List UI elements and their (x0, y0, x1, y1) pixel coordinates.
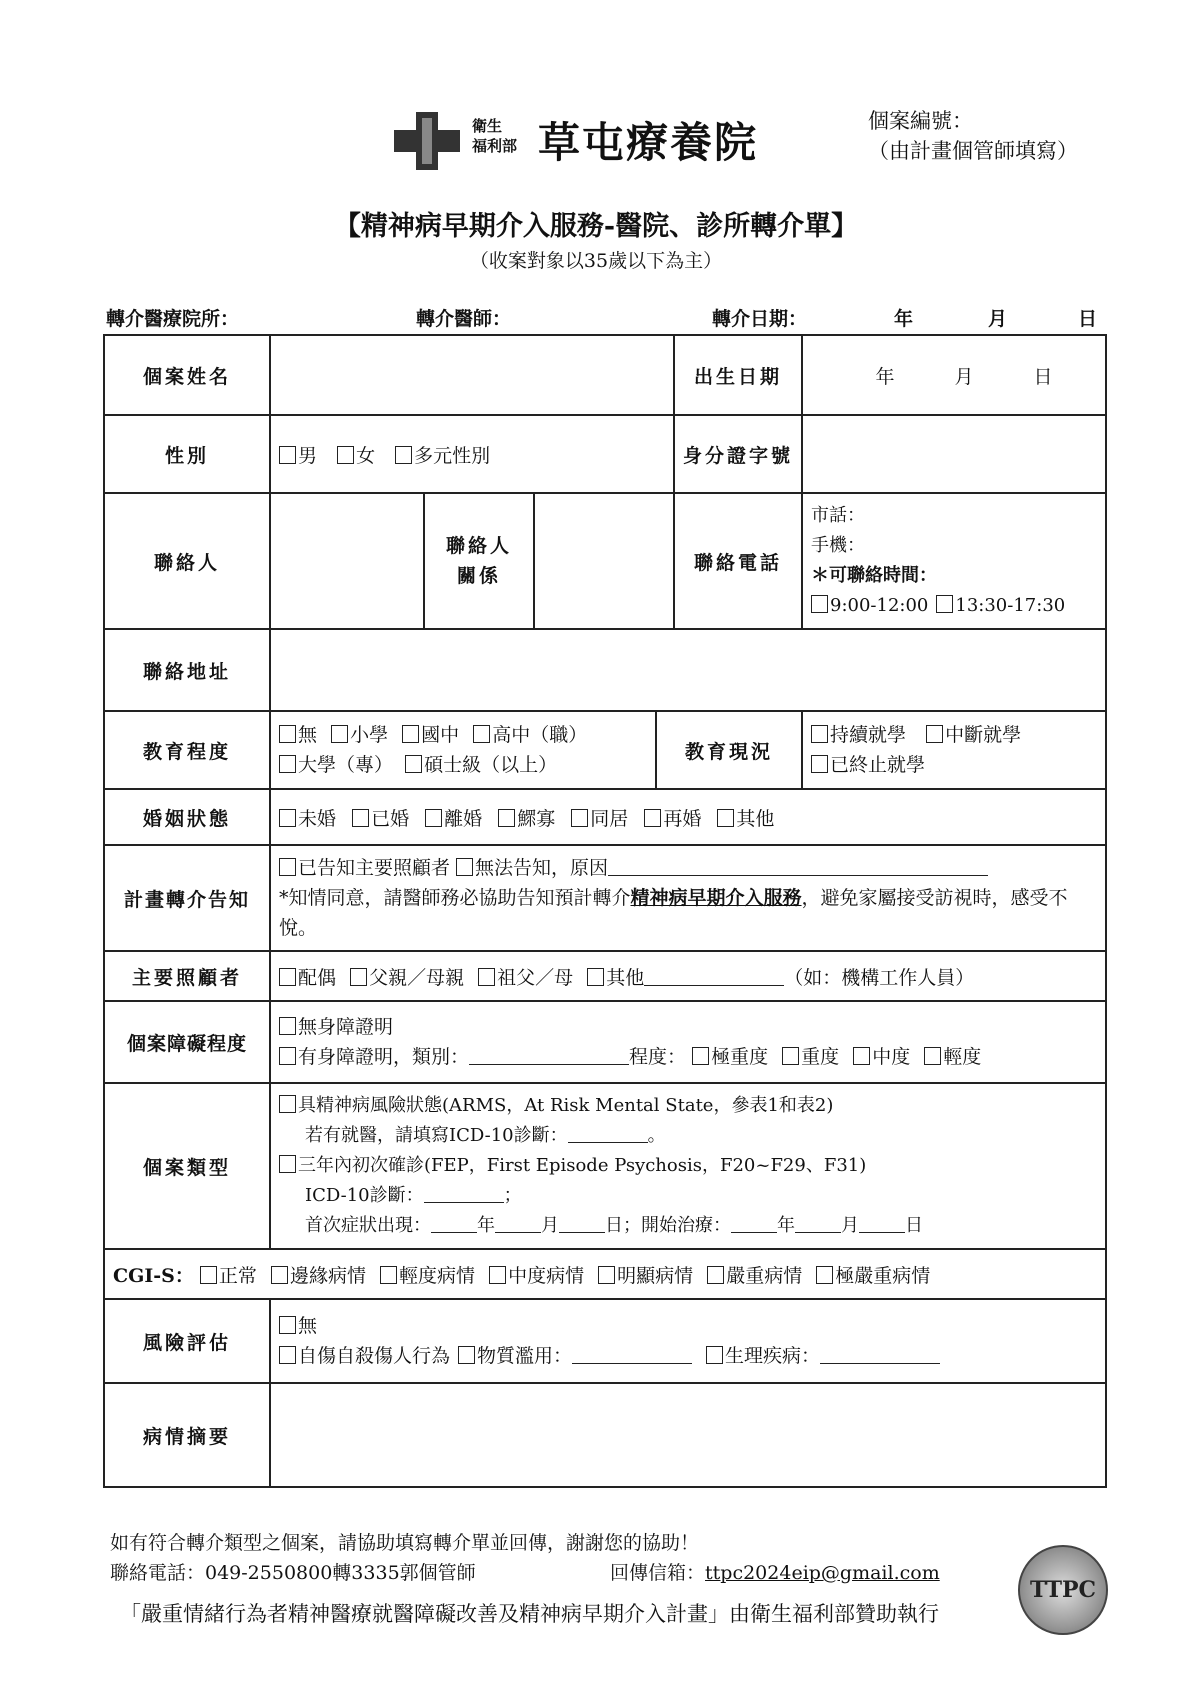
risk-option-none[interactable]: 無 (279, 1311, 317, 1341)
cgi-option-normal[interactable]: 正常 (200, 1261, 257, 1288)
gender-option-diverse[interactable]: 多元性別 (395, 441, 490, 468)
row-risk (104, 1299, 1106, 1383)
notice-consent-text: *知情同意，請醫師務必協助告知預計轉介精神病早期介入服務，避免家屬接受訪視時，感受不悅。 (279, 887, 1068, 939)
checkbox[interactable] (271, 1266, 288, 1284)
caregiver-option-grandparent[interactable]: 祖父／母 (478, 963, 573, 990)
risk-options (270, 1299, 1106, 1383)
relation-label: 聯絡人 關係 (424, 493, 534, 629)
degree-option-profound[interactable]: 極重度 (692, 1042, 768, 1072)
form-subtitle: （收案對象以35歲以下為主） (469, 250, 723, 272)
gender-option-female[interactable]: 女 (337, 441, 375, 468)
notice-option-informed[interactable]: 已告知主要照顧者 (279, 853, 450, 883)
notice-option-unable[interactable]: 無法告知，原因 (456, 853, 608, 883)
hospital-cross-logo (390, 110, 464, 172)
checkbox[interactable] (279, 755, 296, 773)
marital-option-cohabiting[interactable]: 同居 (571, 804, 628, 831)
row-address (104, 629, 1106, 711)
checkbox[interactable] (598, 1266, 615, 1284)
gender-label: 性別 (104, 415, 270, 493)
edu-status-continuing[interactable]: 持續就學 (811, 720, 906, 750)
type-option-arms[interactable]: 具精神病風險狀態(ARMS，At Risk Mental State，參表1和表2) (279, 1091, 833, 1121)
treat-month-field[interactable] (795, 1214, 841, 1233)
edu-option-junior[interactable]: 國中 (402, 720, 459, 750)
checkbox[interactable] (587, 968, 604, 986)
edu-status-terminated[interactable]: 已終止就學 (811, 750, 925, 780)
checkbox[interactable] (692, 1047, 709, 1065)
edu-status-interrupted[interactable]: 中斷就學 (926, 720, 1021, 750)
disability-option-certified[interactable]: 有身障證明，類別： (279, 1042, 469, 1072)
phone-field (802, 493, 1106, 629)
notice-label: 計畫轉介告知 (104, 845, 270, 951)
checkbox[interactable] (279, 858, 296, 876)
edu-option-none[interactable]: 無 (279, 720, 317, 750)
cgi-option-marked[interactable]: 明顯病情 (598, 1261, 693, 1288)
disability-category-field[interactable] (469, 1046, 629, 1065)
checkbox[interactable] (498, 809, 515, 827)
ministry-label: 衛生 福利部 (472, 117, 518, 155)
referral-day: 日 (1078, 308, 1098, 330)
address-field[interactable] (270, 629, 1106, 711)
case-number (868, 106, 1078, 166)
contact-time-label: ＊可聯絡時間： (811, 565, 937, 586)
phone-label: 聯絡電話 (674, 493, 802, 629)
referral-month: 月 (988, 308, 1008, 330)
marital-option-other[interactable]: 其他 (717, 804, 774, 831)
onset-year-field[interactable] (431, 1214, 477, 1233)
notice-content (270, 845, 1106, 951)
case-type-label: 個案類型 (104, 1083, 270, 1249)
row-summary (104, 1383, 1106, 1487)
risk-label: 風險評估 (104, 1299, 270, 1383)
checkbox[interactable] (926, 725, 943, 743)
checkbox[interactable] (331, 725, 348, 743)
type-option-fep[interactable]: 三年內初次確診(FEP，First Episode Psychosis，F20~F29、F31) (279, 1151, 866, 1181)
cgi-option-severe[interactable]: 嚴重病情 (707, 1261, 802, 1288)
checkbox[interactable] (811, 755, 828, 773)
footer-program: 「嚴重情緒行為者精神醫療就醫障礙改善及精神病早期介入計畫」由衛生福利部贊助執行 (120, 1602, 939, 1626)
checkbox[interactable] (706, 1346, 723, 1364)
education-status-label: 教育現況 (656, 711, 802, 789)
arms-icd-field[interactable] (568, 1124, 648, 1143)
gender-options (270, 415, 674, 493)
cgi-options (104, 1249, 1106, 1299)
checkbox[interactable] (279, 1346, 296, 1364)
education-status-options (802, 711, 1106, 789)
education-options (270, 711, 656, 789)
onset-treatment-dates: 首次症狀出現： 年 月 日；開始治療： 年 月 日 (305, 1215, 923, 1236)
checkbox[interactable] (936, 595, 953, 613)
caregiver-note: （如：機構工作人員） (784, 966, 975, 989)
email-link[interactable]: ttpc2024eip@gmail.com (705, 1562, 940, 1584)
mobile[interactable]: 手機： (811, 535, 865, 556)
checkbox[interactable] (811, 725, 828, 743)
fep-icd-field[interactable] (424, 1184, 504, 1203)
gender-option-male[interactable]: 男 (279, 441, 317, 468)
row-gender (104, 415, 1106, 493)
relation-field[interactable] (534, 493, 674, 629)
checkbox[interactable] (279, 1017, 296, 1035)
checkbox[interactable] (473, 725, 490, 743)
time-option-morning[interactable]: 9:00-12:00 (811, 591, 928, 621)
checkbox[interactable] (350, 968, 367, 986)
cgi-option-moderate[interactable]: 中度病情 (489, 1261, 584, 1288)
edu-option-senior[interactable]: 高中（職） (473, 720, 587, 750)
edu-option-college[interactable]: 大學（專） (279, 750, 393, 780)
education-label: 教育程度 (104, 711, 270, 789)
checkbox[interactable] (279, 1047, 296, 1065)
referral-year: 年 (894, 308, 914, 330)
marital-option-widowed[interactable]: 鰥寡 (498, 804, 555, 831)
name-label: 個案姓名 (104, 335, 270, 415)
cgi-label: CGI-S： (113, 1264, 194, 1287)
email-label: 回傳信箱： (610, 1562, 706, 1584)
address-label: 聯絡地址 (104, 629, 270, 711)
hospital-header (390, 108, 830, 172)
marital-option-remarried[interactable]: 再婚 (644, 804, 701, 831)
checkbox[interactable] (402, 725, 419, 743)
summary-field[interactable] (270, 1383, 1106, 1487)
marital-option-single[interactable]: 未婚 (279, 804, 336, 831)
checkbox[interactable] (425, 809, 442, 827)
time-option-afternoon[interactable]: 13:30-17:30 (936, 591, 1065, 621)
onset-month-field[interactable] (495, 1214, 541, 1233)
birth-label: 出生日期 (674, 335, 802, 415)
row-cgi (104, 1249, 1106, 1299)
case-number-note: （由計畫個管師填寫） (868, 139, 1078, 163)
id-label: 身分證字號 (674, 415, 802, 493)
birth-field[interactable]: 年 月 日 (802, 335, 1106, 415)
landline[interactable]: 市話： (811, 505, 865, 526)
notice-reason-field[interactable] (608, 857, 988, 876)
treat-year-field[interactable] (731, 1214, 777, 1233)
referral-facility-label: 轉介醫療院所： (106, 308, 240, 330)
edu-option-master[interactable]: 碩士級（以上） (405, 750, 557, 780)
marital-option-divorced[interactable]: 離婚 (425, 804, 482, 831)
case-type-options: 具精神病風險狀態(ARMS，At Risk Mental State，參表1和表2) 若有就醫，請填寫ICD-10診斷： 。 三年內初次確診(FEP，First Episode Psychosis，F20~F29、F31) ICD-10診斷： ； 首次症狀出現： 年 月 日；開始治療： 年 月 日 (270, 1083, 1106, 1249)
case-number-label: 個案編號： (868, 109, 973, 133)
checkbox[interactable] (811, 595, 828, 613)
checkbox[interactable] (380, 1266, 397, 1284)
checkbox[interactable] (405, 755, 422, 773)
checkbox[interactable] (717, 809, 734, 827)
row-notice (104, 845, 1106, 951)
checkbox[interactable] (456, 858, 473, 876)
service-name-highlight: 精神病早期介入服務 (630, 887, 802, 909)
risk-option-physical[interactable]: 生理疾病： (706, 1341, 820, 1371)
checkbox[interactable] (337, 446, 354, 464)
marital-label: 婚姻狀態 (104, 789, 270, 845)
caregiver-other-field[interactable] (644, 967, 784, 986)
footer-email (610, 1558, 940, 1585)
checkbox[interactable] (707, 1266, 724, 1284)
row-contact (104, 493, 1106, 629)
checkbox[interactable] (853, 1047, 870, 1065)
referral-doctor-label: 轉介醫師： (416, 308, 512, 330)
footer-phone: 聯絡電話：049-2550800轉3335郭個管師 (110, 1562, 476, 1584)
degree-label: 程度： (629, 1046, 687, 1068)
degree-option-mild[interactable]: 輕度 (924, 1042, 981, 1072)
footer-request: 如有符合轉介類型之個案，請協助填寫轉介單並回傳，謝謝您的協助！ (110, 1532, 700, 1554)
contact-field[interactable] (270, 493, 424, 629)
checkbox[interactable] (279, 1155, 296, 1173)
row-marital (104, 789, 1106, 845)
degree-option-severe[interactable]: 重度 (782, 1042, 839, 1072)
onset-day-field[interactable] (559, 1214, 605, 1233)
risk-option-self-harm[interactable]: 自傷自殺傷人行為 (279, 1341, 450, 1371)
checkbox[interactable] (395, 446, 412, 464)
disability-label: 個案障礙程度 (104, 1001, 270, 1083)
substance-field[interactable] (572, 1345, 692, 1364)
checkbox[interactable] (478, 968, 495, 986)
checkbox[interactable] (279, 1095, 296, 1113)
row-name (104, 335, 1106, 415)
checkbox[interactable] (816, 1266, 833, 1284)
cgi-option-mild[interactable]: 輕度病情 (380, 1261, 475, 1288)
checkbox[interactable] (200, 1266, 217, 1284)
disability-options (270, 1001, 1106, 1083)
risk-option-substance[interactable]: 物質濫用： (458, 1341, 572, 1371)
referral-form-table (103, 334, 1107, 1488)
caregiver-option-spouse[interactable]: 配偶 (279, 963, 336, 990)
checkbox[interactable] (782, 1047, 799, 1065)
row-disability (104, 1001, 1106, 1083)
treat-day-field[interactable] (859, 1214, 905, 1233)
caregiver-option-parent[interactable]: 父親／母親 (350, 963, 464, 990)
checkbox[interactable] (279, 968, 296, 986)
row-caregiver (104, 951, 1106, 1001)
checkbox[interactable] (279, 725, 296, 743)
marital-options (270, 789, 1106, 845)
id-field[interactable] (802, 415, 1106, 493)
checkbox[interactable] (924, 1047, 941, 1065)
marital-option-married[interactable]: 已婚 (352, 804, 409, 831)
checkbox[interactable] (458, 1346, 475, 1364)
contact-label: 聯絡人 (104, 493, 270, 629)
row-education (104, 711, 1106, 789)
referral-date-label: 轉介日期： (712, 308, 808, 330)
checkbox[interactable] (279, 446, 296, 464)
summary-label: 病情摘要 (104, 1383, 270, 1487)
checkbox[interactable] (279, 1316, 296, 1334)
hospital-name: 草屯療養院 (538, 118, 759, 167)
row-case-type (104, 1083, 1106, 1249)
form-title: 【精神病早期介入服務-醫院、診所轉介單】 (333, 211, 859, 242)
cgi-option-borderline[interactable]: 邊緣病情 (271, 1261, 366, 1288)
caregiver-label: 主要照顧者 (104, 951, 270, 1001)
checkbox[interactable] (571, 809, 588, 827)
degree-option-moderate[interactable]: 中度 (853, 1042, 910, 1072)
caregiver-option-other[interactable]: 其他 (587, 963, 644, 990)
checkbox[interactable] (279, 809, 296, 827)
seal-stamp: TTPC (1018, 1545, 1108, 1635)
physical-illness-field[interactable] (820, 1345, 940, 1364)
cgi-option-extreme[interactable]: 極嚴重病情 (816, 1261, 930, 1288)
checkbox[interactable] (352, 809, 369, 827)
disability-option-none[interactable]: 無身障證明 (279, 1012, 393, 1042)
name-field[interactable] (270, 335, 674, 415)
caregiver-options (270, 951, 1106, 1001)
edu-option-elementary[interactable]: 小學 (331, 720, 388, 750)
checkbox[interactable] (644, 809, 661, 827)
checkbox[interactable] (489, 1266, 506, 1284)
